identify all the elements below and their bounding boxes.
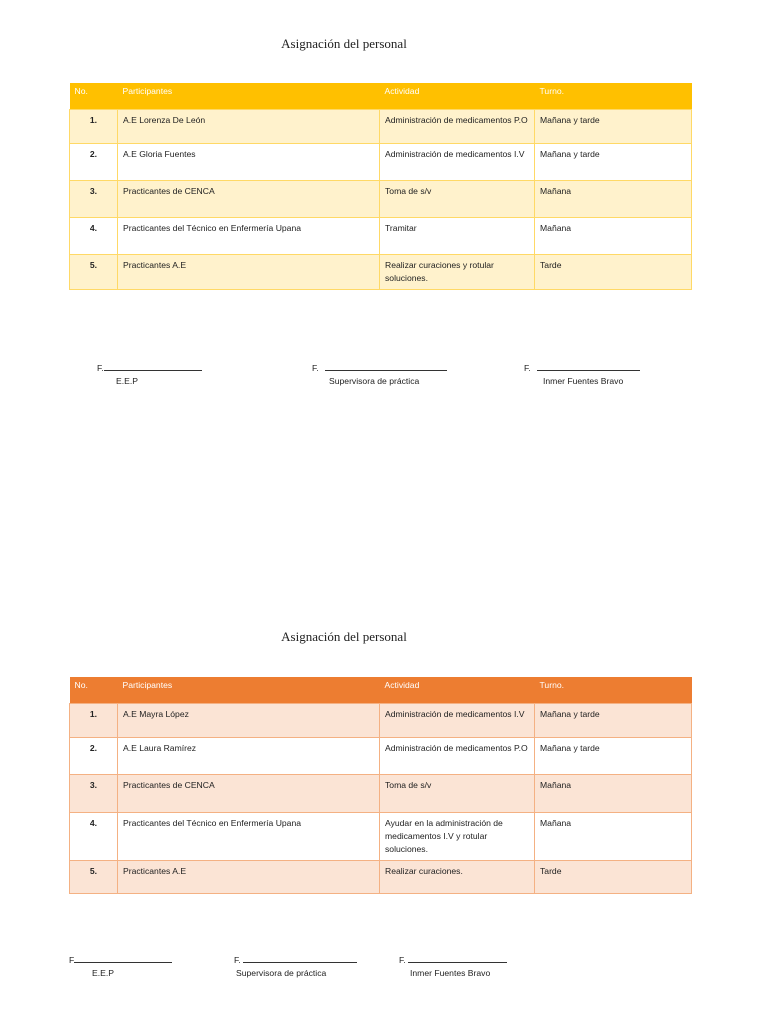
row-activity: Realizar curaciones. bbox=[380, 860, 535, 893]
row-participant: A.E Gloria Fuentes bbox=[118, 143, 380, 180]
table-row bbox=[70, 143, 692, 180]
row-participant: A.E Laura Ramírez bbox=[118, 737, 380, 774]
table-row bbox=[70, 703, 692, 737]
table-row bbox=[70, 774, 692, 812]
signature-line-inmer: F. bbox=[524, 362, 640, 373]
row-number: 4. bbox=[70, 812, 118, 860]
header-participants: Participantes bbox=[118, 677, 380, 703]
table-row bbox=[70, 254, 692, 289]
row-shift: Mañana y tarde bbox=[535, 737, 692, 774]
signature-caption: Supervisora de práctica bbox=[236, 968, 327, 978]
table-row bbox=[70, 217, 692, 254]
row-number: 5. bbox=[70, 254, 118, 289]
row-activity: Toma de s/v bbox=[380, 180, 535, 217]
signature-line-eep: F. bbox=[97, 362, 202, 373]
row-activity: Administración de medicamentos I.V bbox=[380, 703, 535, 737]
signature-caption: Inmer Fuentes Bravo bbox=[410, 968, 491, 978]
table-row bbox=[70, 109, 692, 143]
row-shift: Mañana bbox=[535, 217, 692, 254]
section-title: Asignación del personal bbox=[281, 629, 407, 644]
row-participant: Practicantes de CENCA bbox=[118, 180, 380, 217]
signature-line-supervisor: F. bbox=[312, 362, 447, 373]
row-shift: Mañana bbox=[535, 812, 692, 860]
row-activity: Administración de medicamentos I.V bbox=[380, 143, 535, 180]
row-shift: Tarde bbox=[535, 254, 692, 289]
signature-caption: E.E.P bbox=[92, 968, 114, 978]
row-number: 2. bbox=[70, 143, 118, 180]
signature-line-eep: F bbox=[69, 954, 172, 965]
row-number: 1. bbox=[70, 109, 118, 143]
page-title bbox=[0, 36, 768, 52]
signature-line-supervisor: F. bbox=[234, 954, 357, 965]
row-activity: Realizar curaciones y rotular soluciones. bbox=[380, 254, 535, 289]
row-participant: A.E Lorenza De León bbox=[118, 109, 380, 143]
page-title bbox=[0, 629, 768, 645]
row-participant: Practicantes de CENCA bbox=[118, 774, 380, 812]
table-row bbox=[70, 180, 692, 217]
row-number: 2. bbox=[70, 737, 118, 774]
table-header-row bbox=[70, 677, 692, 703]
row-shift: Mañana y tarde bbox=[535, 109, 692, 143]
header-shift: Turno. bbox=[535, 677, 692, 703]
header-no: No. bbox=[70, 83, 118, 109]
table-header-row bbox=[70, 83, 692, 109]
assignment-table bbox=[69, 83, 692, 290]
header-activity: Actividad bbox=[380, 83, 535, 109]
section-title: Asignación del personal bbox=[281, 36, 407, 51]
row-shift: Mañana y tarde bbox=[535, 143, 692, 180]
row-number: 3. bbox=[70, 774, 118, 812]
row-activity: Administración de medicamentos P.O bbox=[380, 737, 535, 774]
signature-caption: Inmer Fuentes Bravo bbox=[543, 376, 624, 386]
table-row bbox=[70, 737, 692, 774]
row-shift: Mañana bbox=[535, 774, 692, 812]
header-shift: Turno. bbox=[535, 83, 692, 109]
row-shift: Mañana y tarde bbox=[535, 703, 692, 737]
row-activity: Tramitar bbox=[380, 217, 535, 254]
row-participant: Practicantes A.E bbox=[118, 860, 380, 893]
row-participant: Practicantes A.E bbox=[118, 254, 380, 289]
row-shift: Mañana bbox=[535, 180, 692, 217]
row-number: 4. bbox=[70, 217, 118, 254]
signature-line-inmer: F. bbox=[399, 954, 507, 965]
row-participant: Practicantes del Técnico en Enfermería Upana bbox=[118, 217, 380, 254]
row-number: 5. bbox=[70, 860, 118, 893]
assignment-table bbox=[69, 677, 692, 894]
signature-caption: E.E.P bbox=[116, 376, 138, 386]
table-row bbox=[70, 860, 692, 893]
row-participant: A.E Mayra López bbox=[118, 703, 380, 737]
table-row bbox=[70, 812, 692, 860]
row-number: 3. bbox=[70, 180, 118, 217]
row-activity: Ayudar en la administración de medicamentos I.V y rotular soluciones. bbox=[380, 812, 535, 860]
header-participants: Participantes bbox=[118, 83, 380, 109]
row-activity: Administración de medicamentos P.O bbox=[380, 109, 535, 143]
row-shift: Tarde bbox=[535, 860, 692, 893]
header-activity: Actividad bbox=[380, 677, 535, 703]
header-no: No. bbox=[70, 677, 118, 703]
row-activity: Toma de s/v bbox=[380, 774, 535, 812]
row-participant: Practicantes del Técnico en Enfermería Upana bbox=[118, 812, 380, 860]
signature-caption: Supervisora de práctica bbox=[329, 376, 420, 386]
row-number: 1. bbox=[70, 703, 118, 737]
